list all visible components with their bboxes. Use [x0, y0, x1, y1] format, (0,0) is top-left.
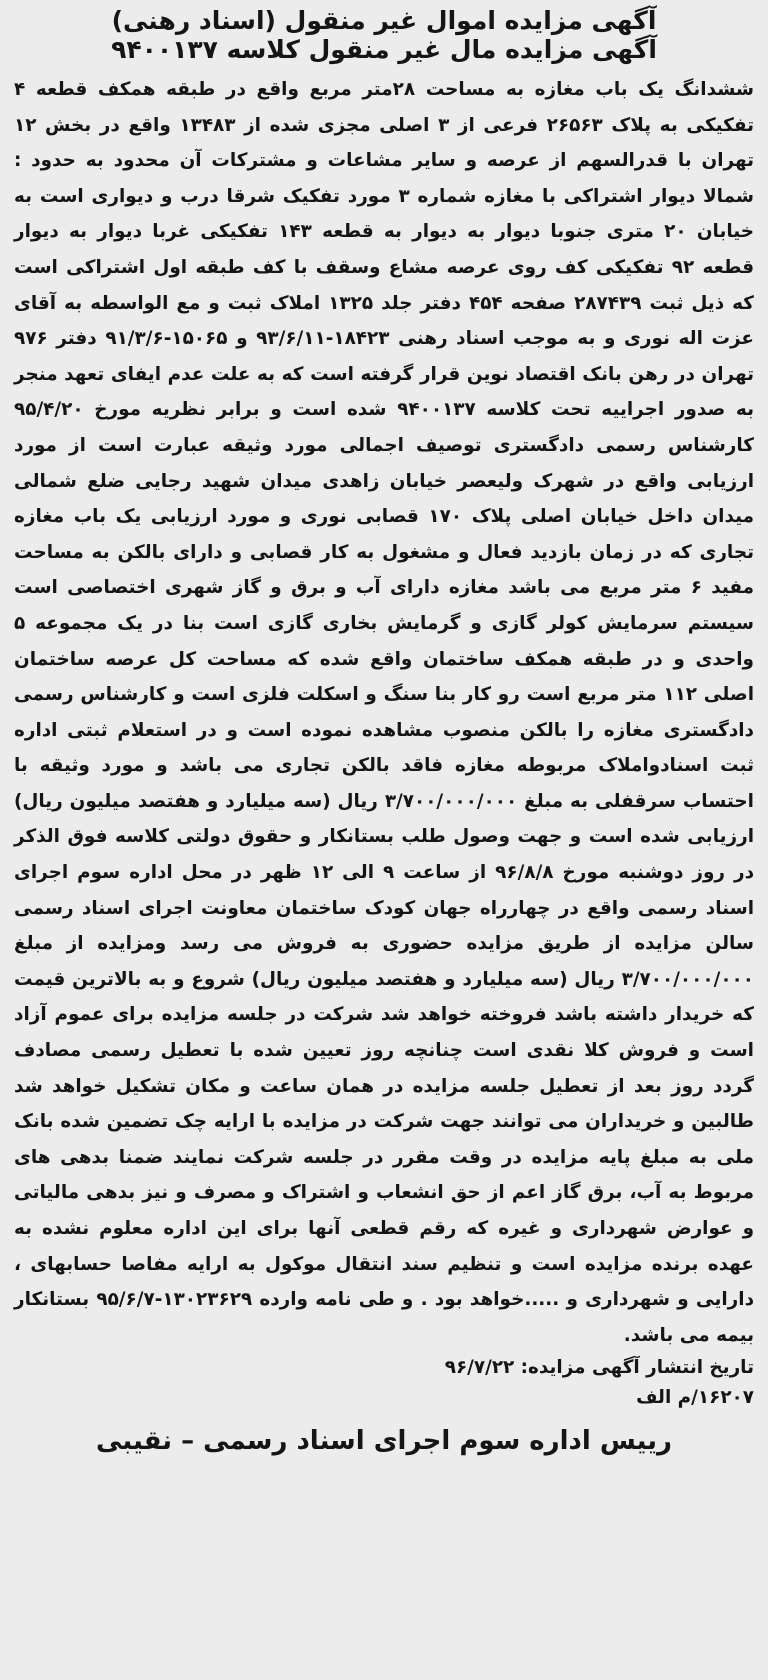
notice-subtitle: آگهی مزایده مال غیر منقول کلاسه ۹۴۰۰۱۳۷ [111, 35, 657, 64]
notice-title: آگهی مزایده اموال غیر منقول (اسناد رهنی) [111, 6, 657, 35]
publish-date: تاریخ انتشار آگهی مزایده: ۹۶/۷/۲۲ [444, 1357, 754, 1379]
reference-number: ۱۶۲۰۷/م الف [636, 1387, 754, 1409]
signature: رییس اداره سوم اجرای اسناد رسمی – نقیبی [96, 1426, 672, 1457]
notice-body-text: ششدانگ یک باب مغازه به مساحت ۲۸متر مربع واقع در طبقه همکف قطعه ۴ تفکیکی به پلاک ۲۶۵۶۳ فرعی از ۳ اصلی مجزی شده از ۱۳۴۸۳ واقع در بخش ۱۲ تهران با قدرالسهم از عرصه و سایر مشاعات و مشترکات آن محدود به حدود : شمالا دیوار اشتراکی با مغازه شماره ۳ مورد تفکیک شرقا درب و دیواری است به خیابان ۲۰ متری جنوبا دیوار به دیوار به قطعه ۱۴۳ تفکیکی غربا دیوار به دیوار قطعه ۹۲ تفکیکی کف روی عرصه مشاع وسقف با کف طبقه اول اشتراکی است که ذیل ثبت ۲۸۷۴۳۹ صفحه ۴۵۴ دفتر جلد ۱۳۲۵ املاک ثبت و مع الواسطه به آقای عزت اله نوری و به موجب اسناد رهنی ۱۸۴۲۳-۹۳/۶/۱۱ و ۱۵۰۶۵-۹۱/۳/۶ دفتر ۹۷۶ تهران در رهن بانک اقتصاد نوین قرار گرفته است که به علت عدم ایفای تعهد منجر به صدور اجراییه تحت کلاسه ۹۴۰۰۱۳۷ شده است و برابر نظریه مورخ ۹۵/۴/۲۰ کارشناس رسمی دادگستری توصیف اجمالی مورد وثیقه عبارت است از مورد ارزیابی واقع در شهرک ولیعصر خیابان زاهدی میدان شهید رجایی ضلع شمالی میدان داخل خیابان اصلی پلاک ۱۷۰ قصابی نوری و مورد ارزیابی یک باب مغازه تجاری که در زمان بازدید فعال و مشغول به کار قصابی و دارای بالکن به مساحت مفید ۶ متر مربع می باشد مغازه دارای آب و برق و گاز شهری اختصاصی است سیستم سرمایش کولر گازی و گرمایش بخاری گازی است بنا در یک مجموعه ۵ واحدی و در طبقه همکف ساختمان واقع شده که مساحت کل عرصه ساختمان اصلی ۱۱۲ متر مربع است رو کار بنا سنگ و اسکلت فلزی است و کارشناس رسمی دادگستری مغازه را بالکن منصوب مشاهده نموده است و در استعلام ثبتی اداره ثبت اسنادواملاک مربوطه مغازه فاقد بالکن تجاری می باشد و مورد وثیقه با احتساب سرقفلی به مبلغ ۳/۷۰۰/۰۰۰/۰۰۰ ریال (سه میلیارد و هفتصد میلیون ریال) ارزیابی شده است و جهت وصول طلب بستانکار و حقوق دولتی کلاسه فوق الذکر در روز دوشنبه مورخ ۹۶/۸/۸ از ساعت ۹ الی ۱۲ ظهر در محل اداره سوم اجرای اسناد رسمی واقع در چهارراه جهان کودک ساختمان معاونت اجرای اسناد رسمی سالن مزایده از طریق مزایده حضوری به فروش می رسد ومزایده از مبلغ ۳/۷۰۰/۰۰۰/۰۰۰ ریال (سه میلیارد و هفتصد میلیون ریال) شروع و به بالاترین قیمت که خریدار داشته باشد فروخته خواهد شد شرکت در جلسه مزایده برای عموم آزاد است و فروش کلا نقدی است چنانچه روز تعیین شده با تعطیل رسمی مصادف گردد روز بعد از تعطیل جلسه مزایده در همان ساعت و مکان تشکیل خواهد شد طالبین و خریداران می توانند جهت شرکت در مزایده با ارایه چک تضمین شده بانک ملی به مبلغ پایه مزایده در وقت مقرر در جلسه شرکت نمایند ضمنا بدهی های مربوط به آب، برق گاز اعم از حق انشعاب و اشتراک و مصرف و نیز بدهی مالیاتی و عوارض شهرداری و غیره که رقم قطعی آنها برای این اداره معلوم نشده به عهده برنده مزایده است و تنظیم سند انتقال موکول به ارایه مفاصا حسابهای ، دارایی و شهرداری و .....خواهد بود . و طی نامه وارده ۱۳۰۲۳۶۲۹-۹۵/۶/۷ بستانکار بیمه می باشد. [14, 79, 755, 1346]
